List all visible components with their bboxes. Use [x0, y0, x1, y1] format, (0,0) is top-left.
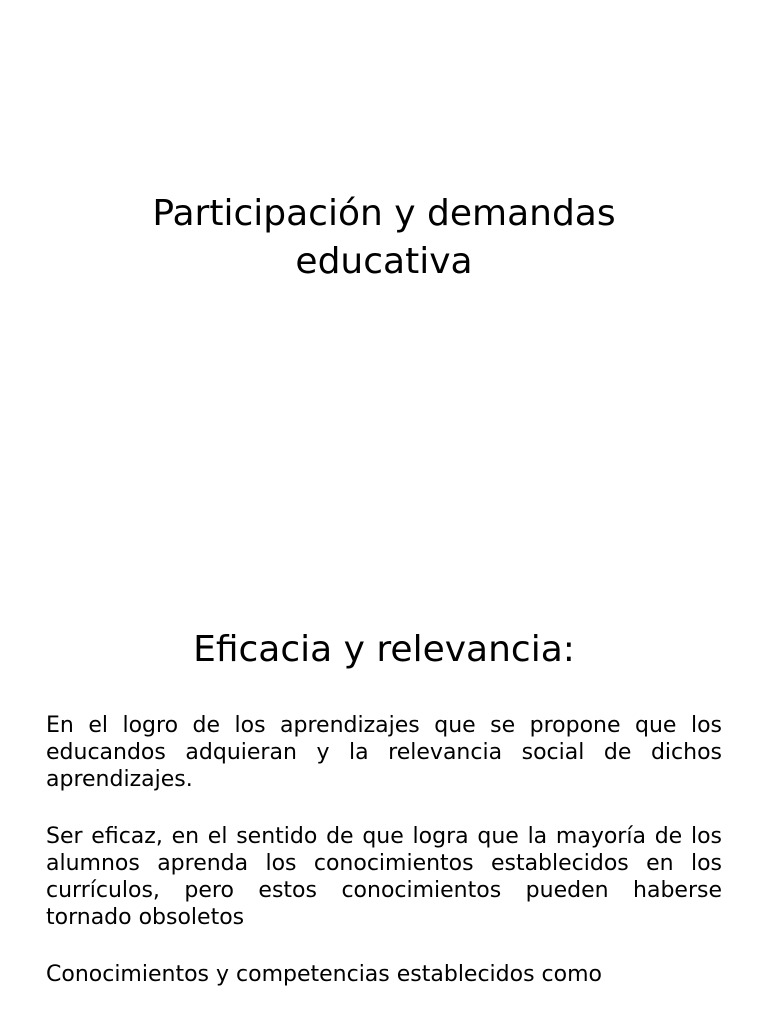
- section-title: Eficacia y relevancia:: [193, 629, 575, 670]
- slide-title-line-1: Participación y demandas: [152, 193, 616, 234]
- slide-body: [46, 712, 722, 1018]
- content-slide: [0, 576, 768, 1024]
- paragraph-3: Conocimientos y competencias establecidos como: [46, 962, 602, 987]
- paragraph-1: En el logro de los aprendizajes que se propone que los educandos adquieran y la relevancia social de dichos aprendizajes.: [46, 713, 722, 792]
- slide-title-line-2: educativa: [295, 241, 473, 282]
- slide-title: [0, 190, 768, 286]
- paragraph-2: Ser eficaz, en el sentido de que logra que la mayoría de los alumnos aprenda los conocimientos establecidos en los currículos, pero estos conocimientos pueden haberse tornado obsoletos: [46, 824, 722, 930]
